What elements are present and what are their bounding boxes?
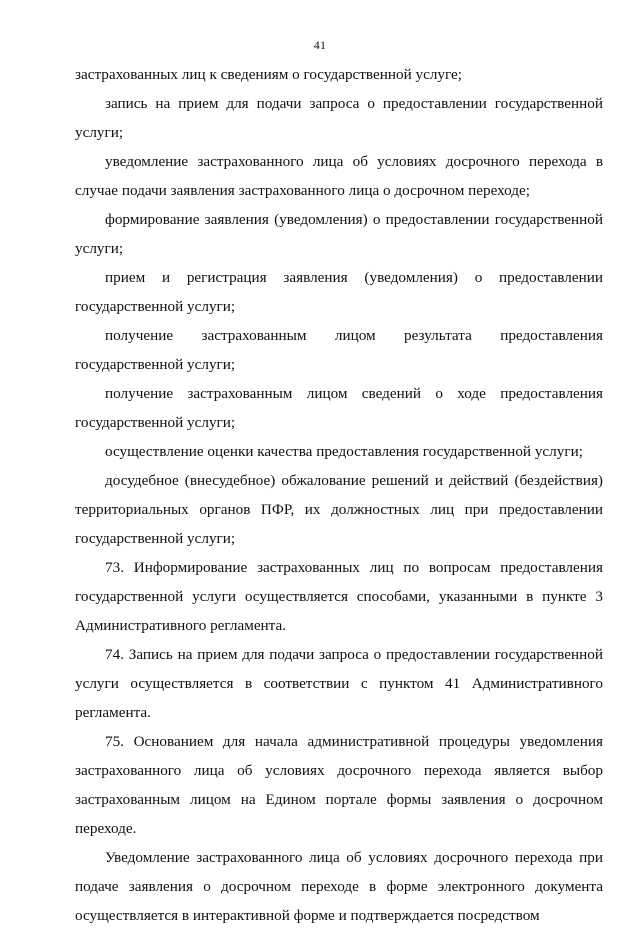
- list-item-reception-registration: прием и регистрация заявления (уведомления) о предоставлении государственной услуги;: [75, 269, 603, 315]
- list-item-application-forming: формирование заявления (уведомления) о предоставлении государственной услуги;: [75, 211, 603, 257]
- list-item-status-receipt: получение застрахованным лицом сведений о ходе предоставления государственной услуги;: [75, 385, 603, 431]
- list-item-appointment: запись на прием для подачи запроса о предоставлении государственной услуги;: [75, 95, 603, 141]
- document-body: [75, 60, 603, 930]
- clause-75: 75. Основанием для начала административной процедуры уведомления застрахованного лица об условиях досрочного перехода является выбор застрахованным лицом на Едином портале формы заявления о досрочном переходе.: [75, 733, 603, 837]
- notification-paragraph: Уведомление застрахованного лица об условиях досрочного перехода при подаче заявления о досрочном переходе в форме электронного документа осуществляется в интерактивной форме и подтверждается посредством: [75, 849, 603, 924]
- list-item-appeal: досудебное (внесудебное) обжалование решений и действий (бездействия) территориальных органов ПФР, их должностных лиц при предоставлении государственной услуги;: [75, 472, 603, 547]
- clause-74: 74. Запись на прием для подачи запроса о предоставлении государственной услуги осуществляется в соответствии с пунктом 41 Административного регламента.: [75, 646, 603, 721]
- list-item-quality-assessment: осуществление оценки качества предоставления государственной услуги;: [105, 443, 583, 460]
- clause-73: 73. Информирование застрахованных лиц по вопросам предоставления государственной услуги осуществляется способами, указанными в пункте 3 Административного регламента.: [75, 559, 603, 634]
- list-item-result-receipt: получение застрахованным лицом результата предоставления государственной услуги;: [75, 327, 603, 373]
- page-number: 41: [313, 38, 327, 52]
- list-item-notification: уведомление застрахованного лица об условиях досрочного перехода в случае подачи заявления застрахованного лица о досрочном переходе;: [75, 153, 603, 199]
- paragraph-continuation: застрахованных лиц к сведениям о государственной услуге;: [75, 66, 463, 83]
